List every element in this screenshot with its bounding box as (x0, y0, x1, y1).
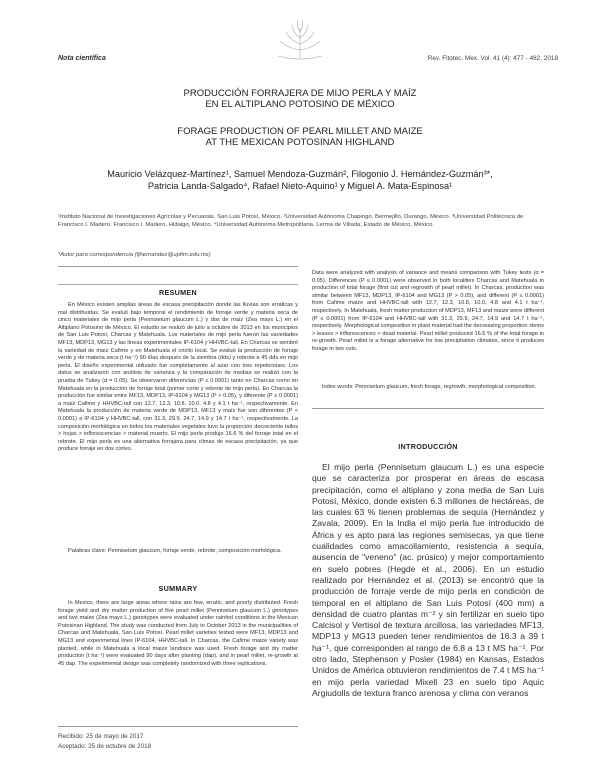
title-english (60, 126, 540, 148)
dates (58, 732, 151, 752)
journal-logo (268, 18, 332, 60)
summary-heading: SUMMARY (158, 584, 198, 593)
title-spanish-line-1: PRODUCCIÓN FORRAJERA DE MIJO PERLA Y MAÍZ (183, 88, 417, 99)
summary-bottom-rule (58, 726, 298, 727)
authors-line-2: Patricia Landa-Salgado⁴, Rafael Nieto-Aquino¹ y Miguel A. Mata-Espinosa¹ (147, 181, 453, 191)
introduccion-text: El mijo perla (Pennisetum glaucum L.) es una especie que se caracteriza por prosperar en áreas de escasa precipitación, como el altiplano y zona media de San Luis Potosí, México, donde existen 6.3 millones de hectáreas, de las cuales 63 % tienen problemas de sequía (Hernández y Zavala, 2009). En la India el mijo perla fue introducido de África y es apto para las regiones semisecas, ya que tiene cualidades como amacollamiento, resistencia a sequía, ausencia de "veneno" (ac. prúsico) y mejor comportamiento en suelo pobres (Hegde et al., 2006). En un estudio realizado por Hernández et al. (2013) se encontró que la producción de forraje verde de mijo perla en condición de temporal en el altiplano de San Luis Potosí (400 mm) a densidad de cuatro plantas m⁻² y sin fertilizar en suelo tipo Calcisol y Vertisol de textura arcillosa, las variedades MF13, MDP13 y MG13 pueden tener rendimientos de 16.3 a 39 t ha⁻¹, que corresponden al rango de 6.8 a 13 t MS ha⁻¹. Por otro lado, Stephenson y Posler (1984) en Kansas, Estados Unidos de América obtuvieron rendimientos de 7.4 t MS ha⁻¹ en mijo perla variedad Mixell 23 en suelo tipo Aquic Argiudolls de textura franco arenosa y clima con veranos (312, 462, 544, 698)
resumen-heading: RESUMEN (158, 288, 198, 297)
journal-citation: Rev. Fitotec. Mex. Vol. 41 (4): 477 - 482, 2018 (427, 55, 558, 62)
accepted-date: Aceptado: 25 de octubre de 2018 (58, 743, 152, 750)
divider (58, 266, 298, 267)
resumen-keywords: Palabras clave: Pennisetum glaucum, forraje verde, rebrote, composición morfológica. (68, 548, 282, 554)
title-spanish (60, 88, 540, 110)
authors (60, 168, 540, 192)
title-english-line-1: FORAGE PRODUCTION OF PEARL MILLET AND MAIZE (177, 126, 423, 137)
summary-text: In Mexico, there are large areas where rains are few, erratic, and poorly distributed. Fresh forage yield and dry matter production of five pearl millet (Pennisetum glaucum L.) genotypes and two maize (Zea mays L.) genotypes were evaluated under rainfed conditions in the Mexican Potosinan Highland. The study was conducted from July to October 2013 in the municipalities of Charcas and Matehuala, San Luis Potosí. Pearl millet varieties tested were MF13, MDP13 and MG13 and experimental lines IP-6104, HHVBC-tall. In Charcas, the Cafime maize variety was planted, while in Matehuala a local maize landrace was used. Fresh forage and dry matter production (t ha⁻¹) were evaluated 90 days after planting (dap), and in pearl millet, re-growth at 45 dap. The experimental design was completely randomized with three replications. (58, 600, 298, 667)
summary-right-rule (312, 408, 544, 409)
section-label: Nota científica (58, 55, 106, 62)
summary-keywords: Index words: Pennisetum glaucum, fresh forage, regrowth, morphological composition. (322, 384, 537, 390)
received-date: Recibido: 25 de mayo de 2017 (58, 733, 144, 740)
introduccion-heading: INTRODUCCIÓN (398, 442, 458, 451)
resumen-text: En México existen amplias áreas de escasa precipitación donde las lluvias son erráticas y mal distribuidas. Se evaluó bajo temporal el rendimiento de forraje verde y materia seca de cinco materiales de mijo perla (Pennisetum glaucum L.) y dos de maíz (Zea mays L.) en el Altiplano Potosino de México. El estudio se realizó de julio a octubre de 2013 en los municipios de San Luis Potosí, Charcas y Matehuala. Los materiales de mijo perla fueron las variedades MF13, MDP13, MG13 y las líneas experimentales IP-6104 y HHVBC-tall. En Charcas se sembró la variedad de maíz Cafime y en Matehuala el criollo local. Se evaluó la producción de forraje verde y de materia seca (t ha⁻¹) 90 días después de la siembra (dds) y rebrote a 45 dds en mijo perla. El diseño experimental utilizado fue completamente al azar con tres repeticiones. Los datos se analizaron con análisis de varianza y la comparación de medias se realizó con la prueba de Tukey (α = 0.05). Se observaron diferencias (P ≤ 0.0001) tanto en Charcas como en Matehuala en la producción de forraje total (primer corte y rebrote de mijo perla). En Charcas la producción fue similar entre MF13, MDP13, IP-6104 y MG13 (P > 0.05), y diferente (P ≤ 0.0001) a maíz Cafime y HHVBC-tall con 12.7, 12.3, 10.8, 10.0, 4.8 y 4.1 t ha⁻¹, respectivamente. En Matehuala la producción de materia verde de MDP13, MF13 y maíz fue son diferentes (P < 0.0001) a IP-6104 y HHVBC-tall, con 31.3, 29.9, 24.7, 14.9 y 14.7 t ha⁻¹, respectivamente. La composición morfológica en todos los materiales vegetales tuvo la proporción decreciente tallos > hojas > inflorescencias > material muerto. El mijo perla produjo 16.6 % del forraje total en el rebrote. El mijo perla es una alternativa forrajera para climas de escasa precipitación, ya que produce forraje en dos cortes. (58, 302, 298, 453)
resumen-top-rule (58, 284, 298, 285)
title-spanish-line-2: EN EL ALTIPLANO POTOSINO DE MÉXICO (205, 99, 395, 110)
summary-continued: Data were analyzed with analysis of variance and means comparison with Tukey tests (α = 0.05). Differences (P ≤ 0.0001) were observed in both localities Charcas and Matehuala in production of total forage (first cut and regrowth of pearl millet). In Charcas, production was similar between MF13, MDP13, IP-6104 and MG13 (P > 0.05), and different (P ≤ 0.0001) from Cafime maize and HHVBC-tall with 12.7, 12.3, 10.8, 10.0, 4.8 and 4.1 t ha⁻¹, respectively. In Matehuala, fresh matter production of MDP13, MF13 and maize were different (P ≤ 0.0001) from IP-6104 and HHVBC-tall with 31.3, 29.9, 24.7, 14.9 and 14.7 t ha⁻¹, respectively. Morphological composition in plant material had the decreasing proportion stems > leaves > inflorescences > dead material. Pearl millet produced 16.6 % of the total forage in re-growth. Pearl millet is a forage alternative for low precipitation climates, since it produces forage in two cuts. (312, 270, 544, 352)
affiliations: ¹Instituto Nacional de Investigaciones Agrícolas y Pecuarias. San Luis Potosí, México. ²Universidad Autónoma Chapingo. Bermejillo, Durango, México. ³Universidad Politécnica de Francisco I. Madero. Francisco I. Madero, Hidalgo, México. ⁴Universidad Autónoma Metropolitana. Lerma de Villada, Estado de México, México. (58, 214, 524, 228)
authors-line-1: Mauricio Velázquez-Martínez¹, Samuel Mendoza-Guzmán², Filogonio J. Hernández-Guzmán³*, (107, 169, 493, 179)
correspondence: *Autor para correspondencia (fjhernandez@upfim.edu.mx) (58, 252, 211, 258)
title-english-line-2: AT THE MEXICAN POTOSINAN HIGHLAND (205, 137, 395, 148)
